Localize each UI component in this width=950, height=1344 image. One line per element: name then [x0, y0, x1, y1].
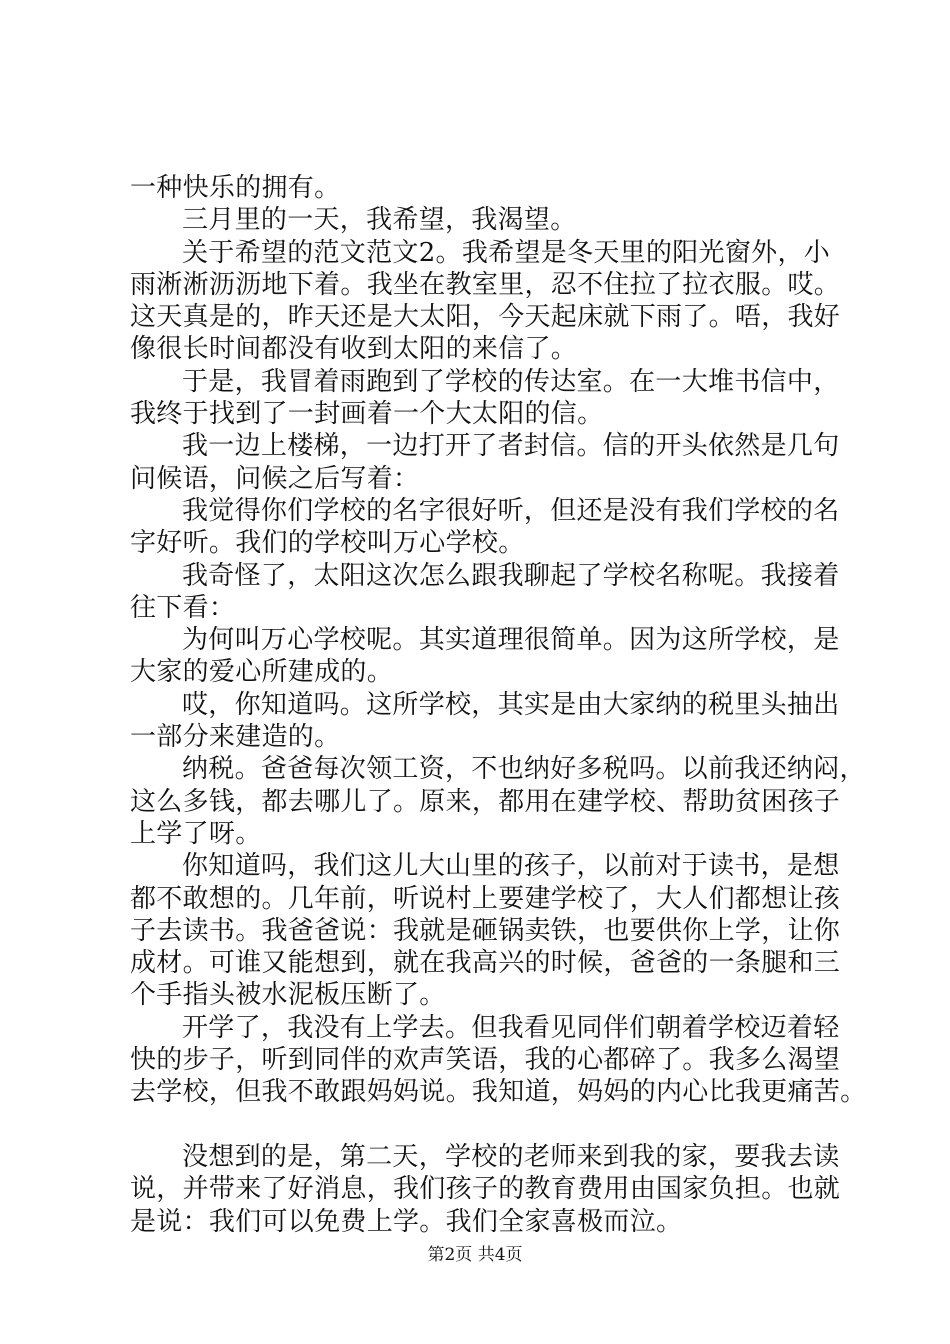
text-line: 往下看：: [130, 592, 236, 623]
paragraph-start-line: 于是，我冒着雨跑到了学校的传达室。在一大堆书信中，: [182, 366, 840, 397]
text-line: 都不敢想的。几年前，听说村上要建学校了，大人们都想让孩: [130, 883, 841, 914]
paragraph-start-line: 我奇怪了，太阳这次怎么跟我聊起了学校名称呢。我接着: [182, 560, 840, 591]
text-line: 像很长时间都没有收到太阳的来信了。: [130, 334, 578, 365]
text-line: 问候语，问候之后写着：: [130, 463, 420, 494]
text-line: 去学校，但我不敢跟妈妈说。我知道，妈妈的内心比我更痛苦。: [130, 1077, 867, 1108]
paragraph-start-line: 我一边上楼梯，一边打开了者封信。信的开头依然是几句: [182, 431, 840, 462]
page-footer: [0, 1244, 950, 1266]
text-line: 这么多钱，都去哪儿了。原来，都用在建学校、帮助贫困孩子: [130, 786, 841, 817]
text-line: 快的步子，听到同伴的欢声笑语，我的心都碎了。我多么渴望: [130, 1045, 841, 1076]
text-line: 是说：我们可以免费上学。我们全家喜极而泣。: [130, 1206, 683, 1237]
paragraph-start-line: 关于希望的范文范文2。我希望是冬天里的阳光窗外，小: [182, 237, 831, 268]
text-line: 个手指头被水泥板压断了。: [130, 980, 446, 1011]
text-line: 字好听。我们的学校叫万心学校。: [130, 528, 525, 559]
blank-line: [130, 1109, 850, 1141]
text-line: 说，并带来了好消息，我们孩子的教育费用由国家负担。也就: [130, 1174, 841, 1205]
paragraph-start-line: 三月里的一天，我希望，我渴望。: [182, 205, 577, 236]
paragraph-start-line: 为何叫万心学校呢。其实道理很简单。因为这所学校，是: [182, 625, 840, 656]
paragraph-start-line: 你知道吗，我们这儿大山里的孩子，以前对于读书，是想: [182, 851, 840, 882]
text-line: 这天真是的，昨天还是大太阳，今天起床就下雨了。唔，我好: [130, 302, 841, 333]
paragraph-start-line: 没想到的是，第二天，学校的老师来到我的家，要我去读: [182, 1141, 840, 1172]
text-line: 雨淅淅沥沥地下着。我坐在教室里，忍不住拉了拉衣服。哎。: [130, 269, 841, 300]
text-line: 我终于找到了一封画着一个大太阳的信。: [130, 399, 604, 430]
paragraph-start-line: 纳税。爸爸每次领工资，不也纳好多税吗。以前我还纳闷，: [182, 754, 866, 785]
text-line: 上学了呀。: [130, 818, 262, 849]
text-line: 子去读书。我爸爸说：我就是砸锅卖铁，也要供你上学，让你: [130, 915, 841, 946]
text-line: 一部分来建造的。: [130, 722, 341, 753]
text-line: 成材。可谁又能想到，就在我高兴的时候，爸爸的一条腿和三: [130, 948, 841, 979]
paragraph-start-line: 开学了，我没有上学去。但我看见同伴们朝着学校迈着轻: [182, 1012, 840, 1043]
paragraph-start-line: 哎，你知道吗。这所学校，其实是由大家纳的税里头抽出: [182, 689, 840, 720]
text-line: 大家的爱心所建成的。: [130, 657, 394, 688]
text-line: 一种快乐的拥有。: [130, 173, 341, 203]
page-number: 第2页 共4页: [427, 1245, 523, 1265]
body-text: [130, 172, 867, 1238]
paragraph-start-line: 我觉得你们学校的名字很好听，但还是没有我们学校的名: [182, 495, 840, 526]
